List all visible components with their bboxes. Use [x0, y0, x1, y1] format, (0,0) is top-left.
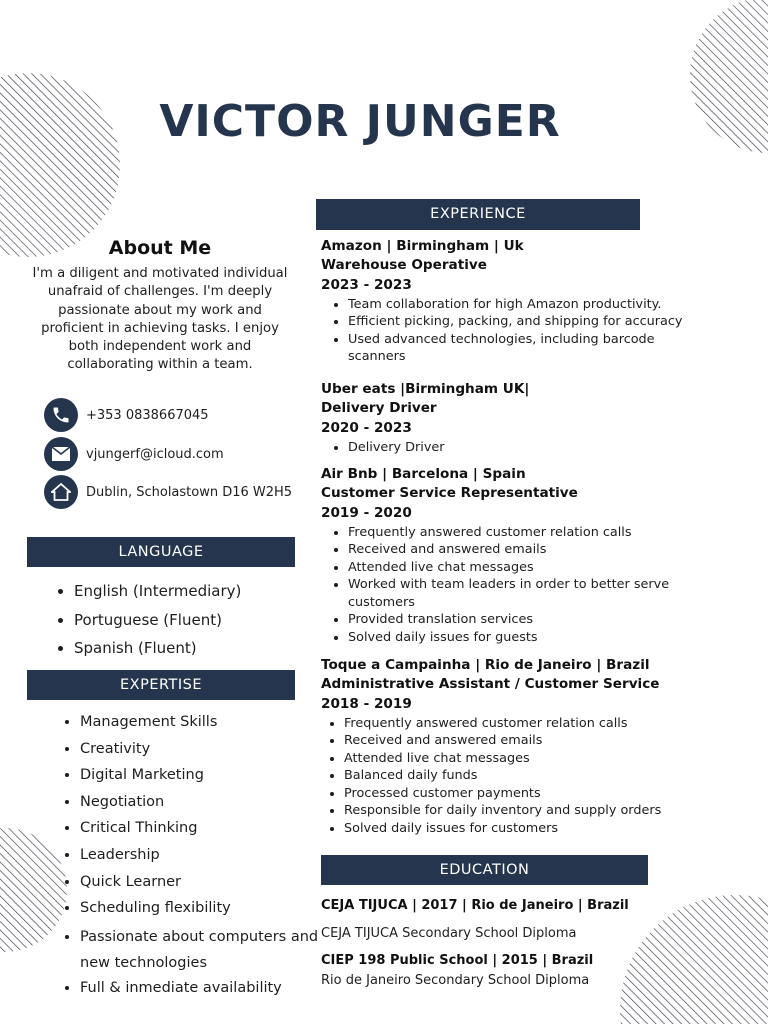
list-item: • Received and answered emails: [348, 541, 708, 559]
job-dates: 2019 - 2020: [321, 504, 412, 521]
education-diploma: Rio de Janeiro Secondary School Diploma: [321, 973, 590, 988]
list-item: • Critical Thinking: [80, 817, 330, 844]
list-item: • Balanced daily funds: [344, 767, 741, 785]
list-item: • Full & inmediate availability: [80, 977, 330, 1004]
list-item: • Attended live chat messages: [344, 750, 741, 768]
list-item: • Delivery Driver: [348, 439, 741, 457]
list-item: • Quick Learner: [80, 871, 330, 898]
job-entry: [321, 656, 741, 837]
home-icon: [44, 475, 78, 509]
job-role: Warehouse Operative: [321, 257, 487, 274]
education-school: CIEP 198 Public School | 2015 | Brazil: [321, 953, 594, 968]
list-item: • Spanish (Fluent): [74, 636, 324, 665]
list-item: • Passionate about computers and new technologies: [80, 924, 330, 977]
list-item: • Used advanced technologies, including barcode scanners: [348, 331, 708, 366]
list-item: • Efficient picking, packing, and shipping for accuracy: [348, 313, 708, 331]
decorative-circle-bottom-right: [610, 885, 768, 1024]
list-item: • English (Intermediary): [74, 579, 324, 608]
job-dates: 2018 - 2019: [321, 695, 412, 712]
contact-address: [44, 475, 292, 509]
list-item: • Solved daily issues for customers: [344, 820, 741, 838]
job-dates: 2020 - 2023: [321, 419, 412, 436]
list-item: • Attended live chat messages: [348, 559, 708, 577]
job-duties: [321, 439, 741, 457]
about-text: I'm a diligent and motivated individual unafraid of challenges. I'm deeply passionate about my work and proficient in achieving tasks. I enjoy both independent work and collaborating within a team.: [32, 266, 288, 373]
phone-number: +353 0838667045: [86, 407, 209, 423]
list-item: • Scheduling flexibility: [80, 897, 330, 924]
contact-phone: [44, 398, 209, 432]
list-item: • Worked with team leaders in order to better serve customers: [348, 576, 708, 611]
job-duties: [321, 524, 708, 647]
language-list: [56, 579, 324, 665]
job-role: Customer Service Representative: [321, 485, 578, 502]
list-item: • Frequently answered customer relation calls: [348, 524, 708, 542]
list-item: • Management Skills: [80, 711, 330, 738]
list-item: • Frequently answered customer relation calls: [344, 715, 741, 733]
job-entry: [321, 380, 741, 456]
list-item: • Digital Marketing: [80, 764, 330, 791]
job-role: Administrative Assistant / Customer Service: [321, 676, 660, 693]
candidate-name: VICTOR JUNGER: [159, 96, 561, 147]
list-item: • Creativity: [80, 738, 330, 765]
list-item: • Received and answered emails: [344, 732, 741, 750]
education-heading: EDUCATION: [321, 855, 648, 885]
education-diploma: CEJA TIJUCA Secondary School Diploma: [321, 926, 577, 941]
email-address: vjungerf@icloud.com: [86, 446, 224, 462]
list-item: • Team collaboration for high Amazon productivity.: [348, 296, 708, 314]
job-role: Delivery Driver: [321, 400, 437, 417]
mail-icon: [44, 437, 78, 471]
experience-heading: EXPERIENCE: [316, 199, 640, 230]
job-company: Toque a Campainha | Rio de Janeiro | Brazil: [321, 657, 650, 673]
list-item: • Processed customer payments: [344, 785, 741, 803]
job-entry: [321, 237, 741, 366]
education-school: CEJA TIJUCA | 2017 | Rio de Janeiro | Brazil: [321, 898, 629, 913]
job-dates: 2023 - 2023: [321, 276, 412, 293]
expertise-heading: EXPERTISE: [27, 670, 295, 700]
list-item: • Portuguese (Fluent): [74, 608, 324, 637]
phone-icon: [44, 398, 78, 432]
job-company: Amazon | Birmingham | Uk: [321, 238, 524, 254]
about-title: About Me: [108, 237, 212, 259]
job-company: Uber eats |Birmingham UK|: [321, 381, 530, 397]
list-item: • Provided translation services: [348, 611, 708, 629]
language-heading: LANGUAGE: [27, 537, 295, 567]
list-item: • Responsible for daily inventory and supply orders: [344, 802, 741, 820]
job-duties: [321, 296, 708, 366]
contact-email: [44, 437, 224, 471]
list-item: • Solved daily issues for guests: [348, 629, 708, 647]
job-duties: [321, 715, 741, 838]
list-item: • Leadership: [80, 844, 330, 871]
job-entry: [321, 465, 741, 646]
list-item: • Negotiation: [80, 791, 330, 818]
job-company: Air Bnb | Barcelona | Spain: [321, 466, 526, 482]
home-address: Dublin, Scholastown D16 W2H5: [86, 484, 293, 500]
expertise-list: [62, 711, 330, 1003]
